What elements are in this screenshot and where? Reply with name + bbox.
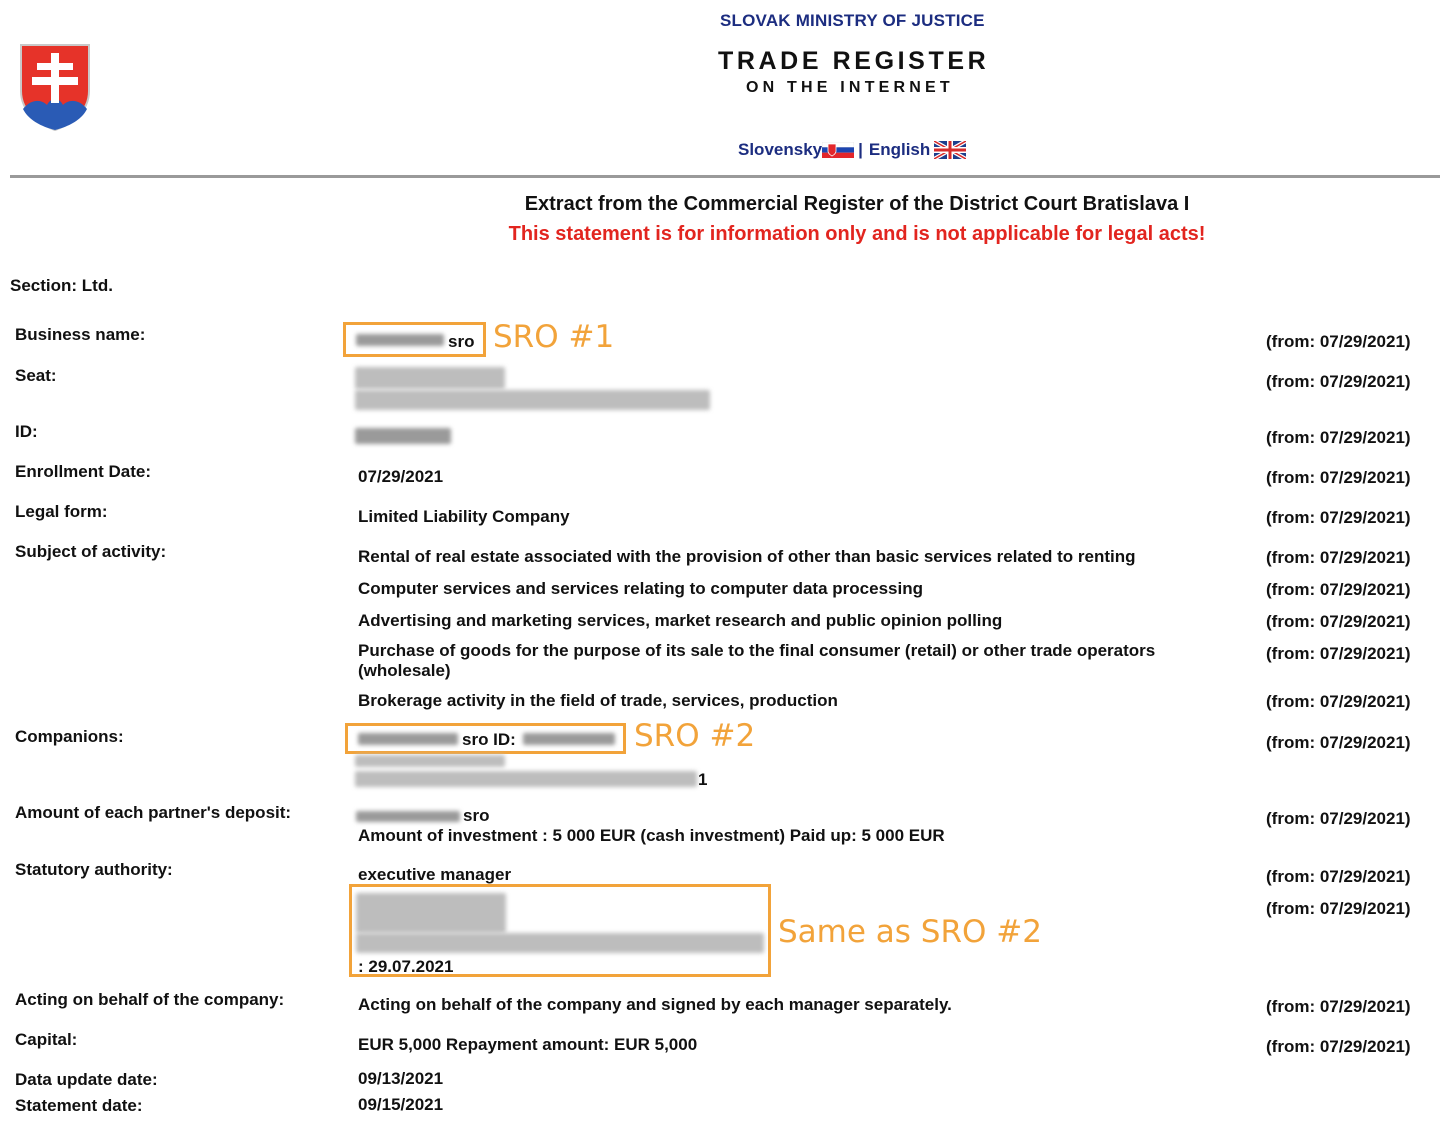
label-companions: Companions: [15,727,124,746]
redacted-companion-id [523,733,615,745]
site-subtitle: ON THE INTERNET [746,79,954,96]
value-deposit: Amount of investment : 5 000 EUR (cash investment) Paid up: 5 000 EUR [358,826,945,845]
from-id: (from: 07/29/2021) [1266,428,1411,447]
from-activity-item: (from: 07/29/2021) [1266,580,1411,599]
header-divider [10,175,1440,178]
uk-flag-icon[interactable] [934,141,966,159]
slovak-flag-icon[interactable] [822,142,854,158]
companion-id-label: sro ID: [462,730,516,749]
site-title: TRADE REGISTER [718,47,990,75]
activity-item: Rental of real estate associated with the provision of other than basic services related to renting [358,547,1136,566]
language-link-english[interactable]: English [868,140,931,159]
label-data-update-date: Data update date: [15,1070,158,1089]
label-id: ID: [15,422,38,441]
section-label: Section: Ltd. [10,276,113,295]
from-business-name: (from: 07/29/2021) [1266,332,1411,351]
language-separator: | [858,140,863,159]
extract-title: Extract from the Commercial Register of the District Court Bratislava I [524,193,1190,215]
value-capital: EUR 5,000 Repayment amount: EUR 5,000 [358,1035,698,1054]
from-enrollment-date: (from: 07/29/2021) [1266,468,1411,487]
value-statement-date: 09/15/2021 [358,1095,444,1114]
label-seat: Seat: [15,366,57,385]
redacted-companion-address-1 [355,755,505,767]
language-link-slovak[interactable]: Slovensky [738,140,823,159]
redacted-deposit-partner [356,811,460,822]
activity-item: Purchase of goods for the purpose of its sale to the final consumer (retail) or other trade operators (wholesale) [358,641,1156,680]
label-statutory-authority: Statutory authority: [15,860,173,879]
deposit-partner-suffix: sro [463,806,490,825]
from-seat: (from: 07/29/2021) [1266,372,1411,391]
value-enrollment-date: 07/29/2021 [358,467,444,486]
annotation-same-as-sro-2: Same as SRO #2 [778,914,1042,950]
label-capital: Capital: [15,1030,78,1049]
ministry-title: SLOVAK MINISTRY OF JUSTICE [720,11,985,30]
redacted-seat-line1 [355,367,505,389]
from-statutory-manager: (from: 07/29/2021) [1266,899,1411,918]
value-legal-form: Limited Liability Company [358,507,570,526]
companion-address-trail: 1 [698,770,708,789]
from-capital: (from: 07/29/2021) [1266,1037,1411,1056]
activity-item: Brokerage activity in the field of trade, services, production [358,691,838,710]
redacted-manager-name [356,893,506,933]
from-companions: (from: 07/29/2021) [1266,733,1411,752]
from-legal-form: (from: 07/29/2021) [1266,508,1411,527]
label-partner-deposit: Amount of each partner's deposit: [15,803,292,822]
label-subject-of-activity: Subject of activity: [15,542,167,561]
value-statutory-authority: executive manager [358,865,512,884]
from-deposit: (from: 07/29/2021) [1266,809,1411,828]
business-name-suffix: sro [448,332,475,351]
value-acting-on-behalf: Acting on behalf of the company and signed by each manager separately. [358,995,952,1014]
redacted-id [355,428,451,444]
from-activity-item: (from: 07/29/2021) [1266,612,1411,631]
redacted-seat-line2 [355,390,710,410]
label-legal-form: Legal form: [15,502,108,521]
language-switcher [738,140,966,160]
from-activity-item: (from: 07/29/2021) [1266,548,1411,567]
label-acting-on-behalf: Acting on behalf of the company: [15,990,285,1009]
redacted-companion-address-2 [355,771,697,787]
from-activity-item: (from: 07/29/2021) [1266,692,1411,711]
label-enrollment-date: Enrollment Date: [15,462,152,481]
activity-item: Advertising and marketing services, market research and public opinion polling [358,611,1003,630]
annotation-sro-1: SRO #1 [493,319,615,355]
slovak-coat-of-arms-icon [19,43,91,131]
redacted-business-name [356,334,444,346]
legal-warning: This statement is for information only and is not applicable for legal acts! [508,223,1206,245]
redacted-companion-name [358,733,458,745]
label-statement-date: Statement date: [15,1096,143,1115]
manager-date: : 29.07.2021 [358,957,454,976]
from-activity-item: (from: 07/29/2021) [1266,644,1411,663]
annotation-sro-2: SRO #2 [634,718,756,754]
label-business-name: Business name: [15,325,146,344]
value-data-update-date: 09/13/2021 [358,1069,444,1088]
from-acting-on-behalf: (from: 07/29/2021) [1266,997,1411,1016]
activity-item: Computer services and services relating to computer data processing [358,579,923,598]
redacted-manager-address [356,933,764,953]
from-statutory-authority: (from: 07/29/2021) [1266,867,1411,886]
